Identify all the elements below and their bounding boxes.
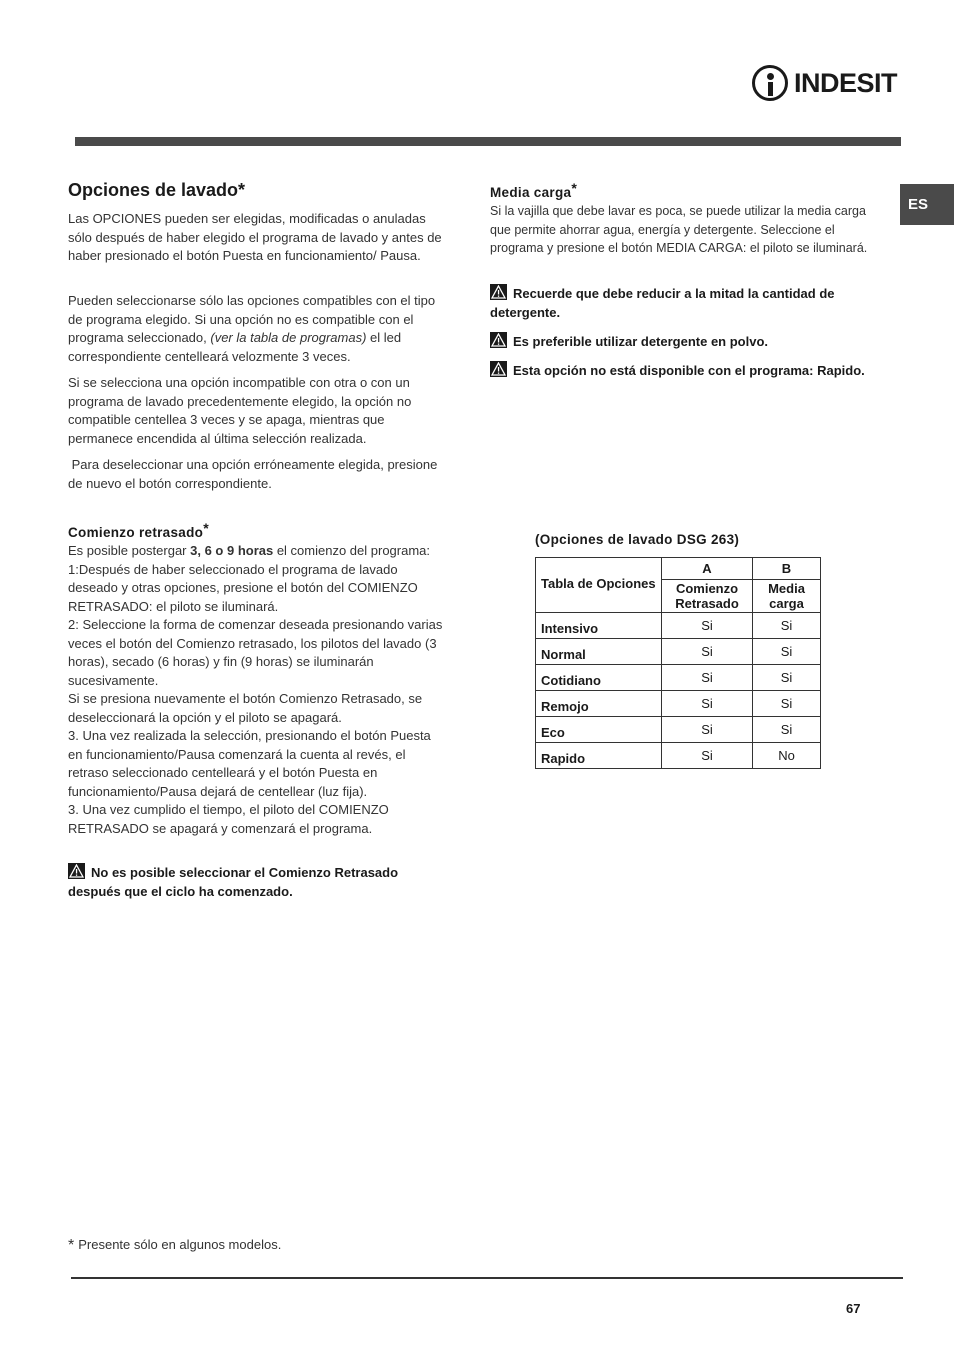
- footnote-asterisk: *: [68, 1237, 75, 1254]
- cell-b: No: [753, 743, 821, 769]
- warning-icon: [490, 361, 507, 377]
- footnote: [68, 1237, 281, 1255]
- page-number: 67: [846, 1301, 861, 1316]
- program-name: Normal: [536, 639, 662, 665]
- delay-step-2: 2: Seleccione la forma de comenzar deseada presionando varias veces el botón del Comienzo retrasado, los pilotos del lavado (3 horas), secado (6 horas) y fin (9 horas) se iluminarán sucesivamente.: [68, 617, 443, 688]
- program-table-reference: (ver la tabla de programas): [210, 330, 367, 345]
- half-load-warning-2-text: Es preferible utilizar detergente en polvo.: [513, 334, 769, 349]
- table-row: [536, 717, 821, 743]
- delay-warning: [68, 863, 448, 901]
- column-a-name: Comienzo Retrasado: [662, 580, 753, 613]
- brand-name: INDESIT: [794, 67, 898, 98]
- table-row: [536, 691, 821, 717]
- cell-a: Si: [662, 717, 753, 743]
- section-title: Opciones de lavado*: [68, 180, 246, 200]
- column-b-letter: B: [753, 558, 821, 580]
- cell-a: Si: [662, 639, 753, 665]
- half-load-title: Media carga: [490, 185, 572, 200]
- program-name: Intensivo: [536, 613, 662, 639]
- delay-step-3: 3. Una vez realizada la selección, presionando el botón Puesta en funcionamiento/Pausa comenzará la cuenta al revés, el retraso seleccionado centelleará y el botón Puesta en funcionamiento/Pausa dejará de centellear (luz fija).: [68, 728, 431, 799]
- paragraph-3: Si se selecciona una opción incompatible con otra o con un programa de lavado precedentemente elegido, la opción no compatible centellea 3 veces y se apaga, mientras que permanece encendida al última selección realizada.: [68, 375, 412, 446]
- indesit-logo: [752, 62, 902, 104]
- header-rule: [75, 137, 901, 146]
- cell-a: Si: [662, 613, 753, 639]
- delay-intro-b: el comienzo del programa:: [273, 543, 431, 558]
- delay-intro: [68, 542, 448, 561]
- delay-warning-text: No es posible seleccionar el Comienzo Retrasado después que el ciclo ha comenzado.: [68, 865, 399, 899]
- delay-step-1: 1:Después de haber seleccionado el programa de lavado deseado y otras opciones, presione el botón del COMIENZO RETRASADO: el piloto se iluminará.: [68, 561, 418, 614]
- program-name: Remojo: [536, 691, 662, 717]
- language-tab: ES: [900, 184, 954, 225]
- cell-b: Si: [753, 717, 821, 743]
- delay-start-heading: [68, 520, 209, 540]
- cell-b: Si: [753, 691, 821, 717]
- paragraph-1: Las OPCIONES pueden ser elegidas, modificadas o anuladas sólo después de haber elegido el programa de lavado y antes de haber presionado el botón Puesta en funcionamiento/ Pausa.: [68, 211, 442, 263]
- cell-a: Si: [662, 743, 753, 769]
- delay-hours: 3, 6 o 9 horas: [190, 543, 274, 558]
- half-load-asterisk: *: [571, 180, 578, 196]
- delay-step-deselect: Si se presiona nuevamente el botón Comienzo Retrasado, se deseleccionará la opción y el piloto se apagará.: [68, 691, 423, 725]
- table-row: [536, 613, 821, 639]
- table-corner: Tabla de Opciones: [536, 558, 662, 613]
- half-load-warning-1: [490, 284, 875, 322]
- cell-b: Si: [753, 665, 821, 691]
- table-header-row-letters: [536, 558, 821, 580]
- paragraph-4: Para deseleccionar una opción erróneamente elegida, presione de nuevo el botón correspondiente.: [68, 457, 441, 491]
- paragraph-2-text-a: Pueden seleccionarse sólo las opciones compatibles con el tipo de programa elegido. Si una opción no es compatible con el programa seleccionado,: [68, 293, 436, 345]
- half-load-heading: [490, 180, 577, 200]
- cell-b: Si: [753, 613, 821, 639]
- delay-start-asterisk: *: [203, 520, 209, 536]
- paragraph-2-text-b: el led correspondiente centelleará velozmente 3 veces.: [68, 330, 402, 364]
- program-name: Eco: [536, 717, 662, 743]
- column-b-name: Media carga: [753, 580, 821, 613]
- table-caption: (Opciones de lavado DSG 263): [535, 532, 740, 547]
- delay-intro-a: Es posible postergar: [68, 543, 191, 558]
- warning-icon: [490, 284, 507, 300]
- paragraph-2: [68, 292, 448, 366]
- half-load-warning-3-text: Esta opción no está disponible con el programa: Rapido.: [513, 363, 865, 378]
- half-load-warning-1-text: Recuerde que debe reducir a la mitad la cantidad de detergente.: [490, 286, 835, 320]
- column-a-letter: A: [662, 558, 753, 580]
- half-load-warning-2: [490, 332, 875, 351]
- delay-start-body: [68, 542, 448, 838]
- indesit-logo-icon: [752, 65, 788, 101]
- footer-rule: [71, 1277, 903, 1279]
- cell-a: Si: [662, 691, 753, 717]
- options-table: [535, 557, 821, 769]
- half-load-text: Si la vajilla que debe lavar es poca, se puede utilizar la media carga que permite ahorrar agua, energía y detergente. Seleccione el programa y presione el botón MEDIA CARGA: el piloto se iluminará.: [490, 204, 868, 255]
- footnote-text: Presente sólo en algunos modelos.: [78, 1237, 282, 1252]
- table-row: [536, 639, 821, 665]
- half-load-warning-3: [490, 361, 875, 380]
- table-row: [536, 743, 821, 769]
- program-name: Cotidiano: [536, 665, 662, 691]
- warning-icon: [68, 863, 85, 879]
- cell-a: Si: [662, 665, 753, 691]
- table-row: [536, 665, 821, 691]
- delay-step-3b: 3. Una vez cumplido el tiempo, el piloto del COMIENZO RETRASADO se apagará y comenzará el programa.: [68, 802, 389, 836]
- warning-icon: [490, 332, 507, 348]
- program-name: Rapido: [536, 743, 662, 769]
- delay-start-title: Comienzo retrasado: [68, 525, 204, 540]
- cell-b: Si: [753, 639, 821, 665]
